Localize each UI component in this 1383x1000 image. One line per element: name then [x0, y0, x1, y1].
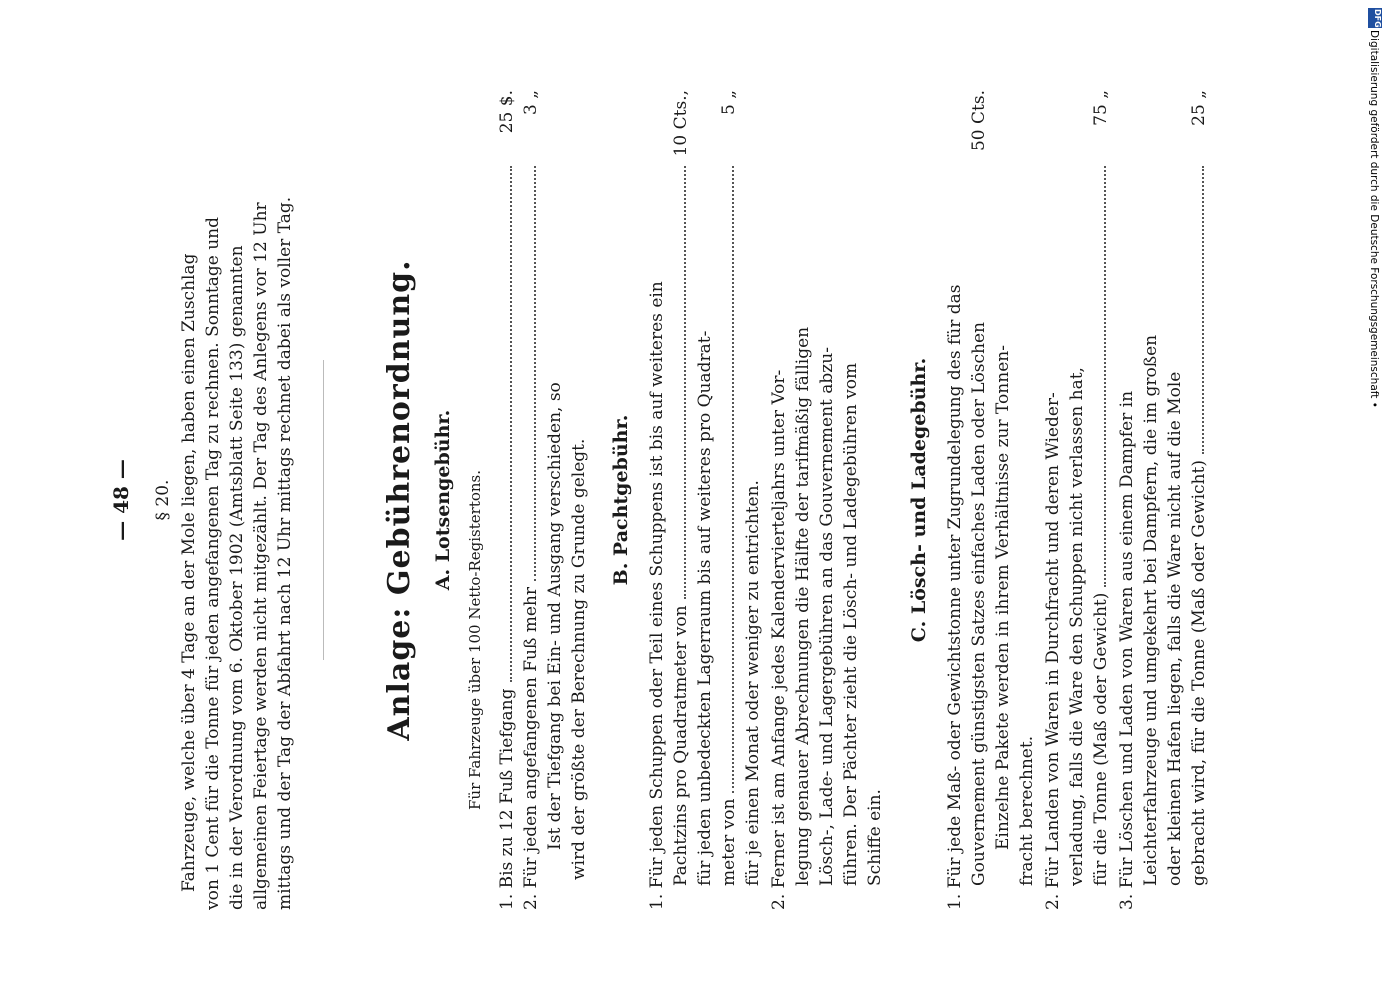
separator-rule	[323, 360, 324, 660]
section-20-line: mittags und der Tag der Abfahrt nach 12 Uhr mittags rechnet dabei als voller Tag.	[275, 196, 295, 910]
section-c-heading: C. Lösch- und Ladegebühr.	[908, 357, 930, 643]
section-b-line: 2. Ferner ist am Anfange jedes Kalendervierteljahrs unter Vor-	[769, 369, 789, 910]
section-a-item: 2. Für jeden angefangenen Fuß mehr 3 „	[521, 90, 541, 910]
section-a-item: 1. Bis zu 12 Fuß Tiefgang 25 $.	[497, 90, 517, 910]
section-b-line: meter von 5 „	[719, 90, 739, 886]
section-b-line: für je einen Monat oder weniger zu entrichten.	[743, 480, 763, 886]
section-c-line: 1. Für jede Maß- oder Gewichtstonne unter Zugrundelegung des für das	[945, 284, 965, 910]
document-title: Anlage: Gebührenordnung.	[382, 259, 417, 741]
section-20-line: die in der Verordnung vom 6. Oktober 1902 (Amtsblatt Seite 133) genannten	[227, 245, 247, 910]
section-c-line: Gouvernement günstigsten Satzes einfaches Laden oder Löschen 50 Cts.	[969, 90, 989, 886]
section-20-line: Fahrzeuge, welche über 4 Tage an der Mole liegen, haben einen Zuschlag	[179, 253, 199, 892]
section-c-line: oder kleinen Hafen liegen, falls die Ware nicht auf die Mole	[1165, 371, 1185, 886]
section-b-line: führen. Der Pächter zieht die Lösch- und Ladegebühren vom	[841, 362, 861, 886]
section-c-line: 3. Für Löschen und Laden von Waren aus einem Dampfer in	[1117, 390, 1137, 910]
section-b-line: Pachtzins pro Quadratmeter von 10 Cts.,	[671, 90, 691, 886]
section-b-line: für jeden unbedeckten Lagerraum bis auf weiteres pro Quadrat-	[695, 330, 715, 886]
section-b-heading: B. Pachtgebühr.	[610, 414, 632, 586]
section-c-line: für die Tonne (Maß oder Gewicht) 75 „	[1091, 90, 1111, 886]
section-b-line: Lösch-, Lade- und Lagergebühren an das Gouvernement abzu-	[817, 347, 837, 886]
section-c-line: Leichterfahrzeuge und umgekehrt bei Dampfern, die im großen	[1141, 334, 1161, 886]
section-b-line: Schiffe ein.	[865, 789, 885, 886]
section-a-note-line: Ist der Tiefgang bei Ein- und Ausgang verschieden, so	[545, 382, 565, 850]
section-c-line: verladung, falls die Ware den Schuppen nicht verlassen hat,	[1067, 367, 1087, 886]
section-20-line: von 1 Cent für die Tonne für jeden angefangenen Tag zu rechnen. Sonntage und	[203, 217, 223, 910]
section-b-line: 1. Für jeden Schuppen oder Teil eines Schuppens ist bis auf weiteres ein	[647, 281, 667, 910]
section-c-line: Einzelne Pakete werden in ihrem Verhältnisse zur Tonnen-	[993, 345, 1013, 850]
section-c-line: fracht berechnet.	[1017, 735, 1037, 886]
section-20-heading: § 20.	[153, 479, 173, 521]
section-c-line: gebracht wird, für die Tonne (Maß oder Gewicht) 25 „	[1189, 90, 1209, 886]
section-20-line: allgemeinen Feiertage werden nicht mitgezählt. Der Tag des Anlegens vor 12 Uhr	[251, 202, 271, 910]
rotated-page-content	[91, 90, 1291, 910]
digitization-credit: Digitalisierung gefördert durch die Deutsche Forschungsgemeinschaft •	[1368, 30, 1380, 408]
dfg-logo: DFG	[1368, 8, 1382, 28]
section-c-line: 2. Für Landen von Waren in Durchfracht und deren Wieder-	[1043, 392, 1063, 910]
section-a-note-line: wird der größte der Berechnung zu Grunde gelegt.	[569, 438, 589, 880]
section-b-line: legung genauer Abrechnungen die Hälfte der tarifmäßig fälligen	[793, 326, 813, 886]
page-number: — 48 —	[109, 459, 133, 541]
section-a-intro: Für Fahrzeuge über 100 Netto-Registertons.	[466, 469, 484, 810]
section-a-heading: A. Lotsengebühr.	[432, 409, 454, 591]
